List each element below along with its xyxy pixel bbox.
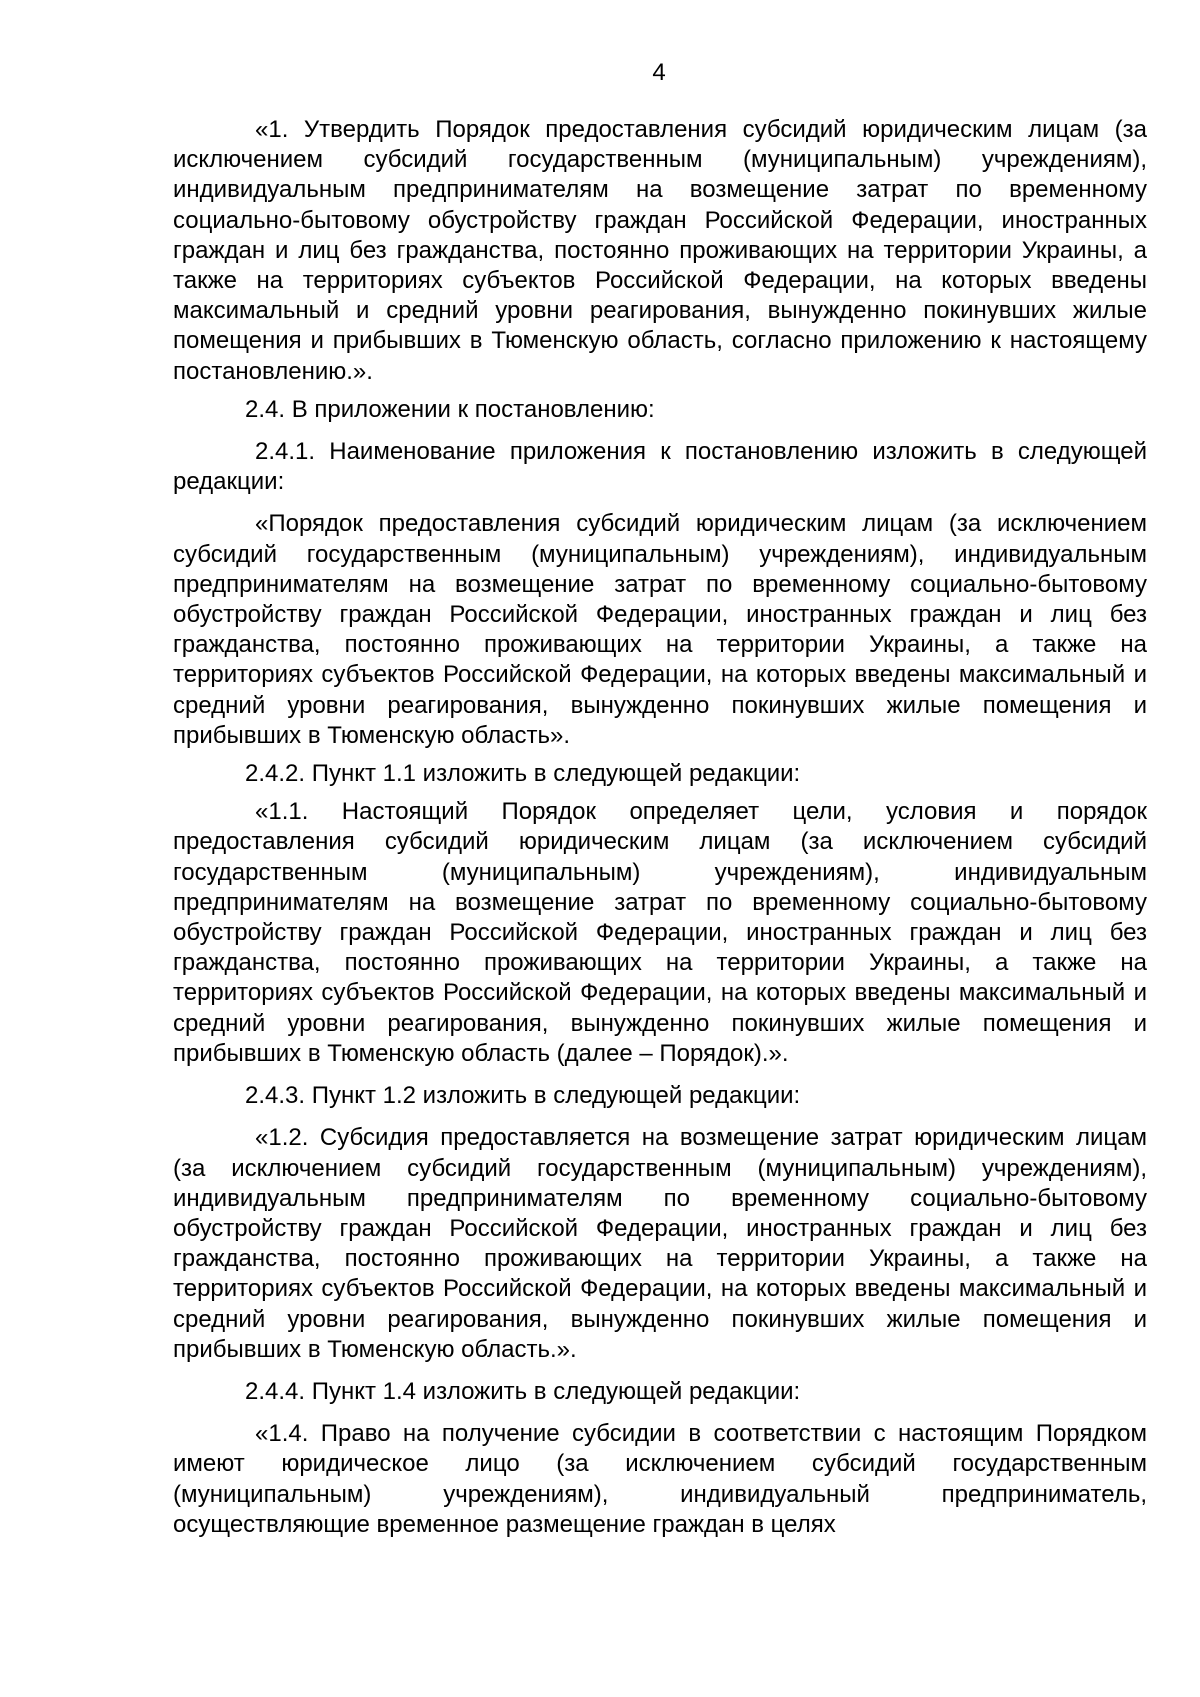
paragraph-item-1-quote: «1. Утвердить Порядок предоставления субсидий юридическим лицам (за исключением субсидий государственным (муниципальным) учреждениям), индивидуальным предпринимателям на возмещение затрат по временному социально-бытовому обустройству граждан Российской Федерации, иностранных граждан и лиц без гражданства, постоянно проживающих на территории Украины, а также на территориях субъектов Российской Федерации, на которых введены максимальный и средний уровни реагирования, вынужденно покинувших жилые помещения и прибывших в Тюменскую область, согласно приложению к настоящему постановлению.». bbox=[173, 116, 1147, 385]
page-number: 4 bbox=[652, 59, 666, 86]
paragraph-item-1-1-quote: «1.1. Настоящий Порядок определяет цели, условия и порядок предоставления субсидий юридическим лицам (за исключением субсидий государственным (муниципальным) учреждениям), индивидуальным предпринимателям на возмещение затрат по временному социально-бытовому обустройству граждан Российской Федерации, иностранных граждан и лиц без гражданства, постоянно проживающих на территории Украины, а также на территориях субъектов Российской Федерации, на которых введены максимальный и средний уровни реагирования, вынужденно покинувших жилые помещения и прибывших в Тюменскую область (далее – Порядок).». bbox=[173, 798, 1147, 1067]
section-2-4-heading: 2.4. В приложении к постановлению: bbox=[245, 395, 655, 423]
paragraph-item-1-2-quote: «1.2. Субсидия предоставляется на возмещение затрат юридическим лицам (за исключением субсидий государственным (муниципальным) учреждениям), индивидуальным предпринимателям по временному социально-бытовому обустройству граждан Российской Федерации, иностранных граждан и лиц без гражданства, постоянно проживающих на территории Украины, а также на территориях субъектов Российской Федерации, на которых введены максимальный и средний уровни реагирования, вынужденно покинувших жилые помещения и прибывших в Тюменскую область.». bbox=[173, 1124, 1147, 1363]
section-2-4-2-heading: 2.4.2. Пункт 1.1 изложить в следующей редакции: bbox=[245, 760, 801, 788]
paragraph-item-1-4-quote: «1.4. Право на получение субсидии в соответствии с настоящим Порядком имеют юридическое лицо (за исключением субсидий государственным (муниципальным) учреждениям), индивидуальный предприниматель, осуществляющие временное размещение граждан в целях bbox=[173, 1420, 1147, 1538]
section-2-4-3-heading: 2.4.3. Пункт 1.2 изложить в следующей редакции: bbox=[245, 1082, 801, 1110]
section-2-4-1-paragraph: 2.4.1. Наименование приложения к постановлению изложить в следующей редакции: bbox=[173, 438, 1147, 496]
document-body bbox=[173, 115, 1147, 1540]
paragraph-title-quote: «Порядок предоставления субсидий юридическим лицам (за исключением субсидий государственным (муниципальным) учреждениям), индивидуальным предпринимателям на возмещение затрат по временному социально-бытовому обустройству граждан Российской Федерации, иностранных граждан и лиц без гражданства, постоянно проживающих на территории Украины, а также на территориях субъектов Российской Федерации, на которых введены максимальный и средний уровни реагирования, вынужденно покинувших жилые помещения и прибывших в Тюменскую область». bbox=[173, 510, 1147, 749]
section-2-4-4-heading: 2.4.4. Пункт 1.4 изложить в следующей редакции: bbox=[245, 1377, 801, 1405]
